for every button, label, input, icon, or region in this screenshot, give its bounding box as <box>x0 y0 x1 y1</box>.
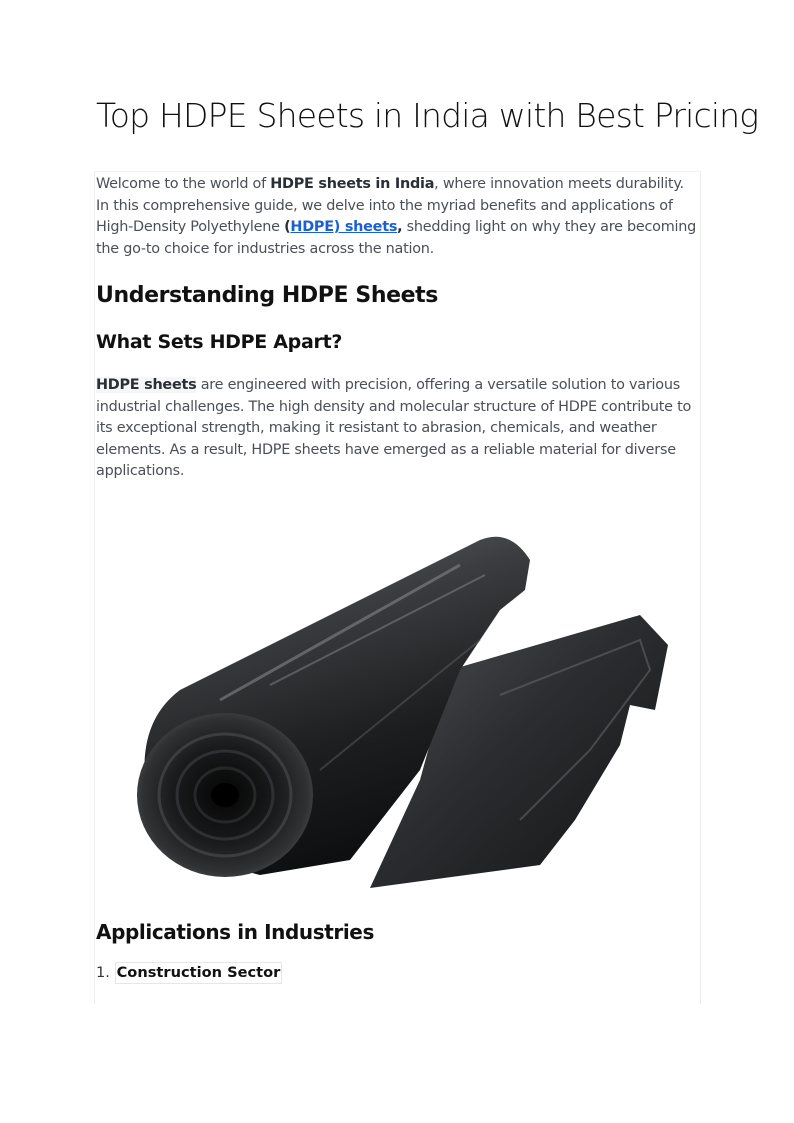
intro-bold-hdpe-india: HDPE sheets in India <box>270 176 435 192</box>
section-heading-understanding: Understanding HDPE Sheets <box>96 283 438 308</box>
page-title: Top HDPE Sheets in India with Best Pricing <box>96 96 759 135</box>
intro-paragraph: Welcome to the world of HDPE sheets in India, where innovation meets durability. In this comprehensive guide, we delve into the myriad benefits and applications of High-Density Polyethylene (HDPE) sheets, shedding light on why they are becoming the go-to choice for industries across the nation. <box>96 176 696 257</box>
section-heading-applications: Applications in Industries <box>96 920 374 944</box>
subsection-heading-apart: What Sets HDPE Apart? <box>96 331 343 353</box>
hdpe-sheets-bold: HDPE sheets <box>96 377 197 393</box>
list-item-label: Construction Sector <box>115 962 283 984</box>
hdpe-sheets-link[interactable]: HDPE) sheets <box>290 219 398 235</box>
list-item: 1. Construction Sector <box>96 964 282 981</box>
hdpe-description-paragraph: HDPE sheets are engineered with precision, offering a versatile solution to various industrial challenges. The high density and molecular structure of HDPE contribute to its exceptional strength, making it resistant to abrasion, chemicals, and weather elements. As a result, HDPE sheets have emerged as a reliable material for diverse applications. <box>96 377 692 479</box>
hdpe-sheet-roll-image <box>120 520 680 900</box>
